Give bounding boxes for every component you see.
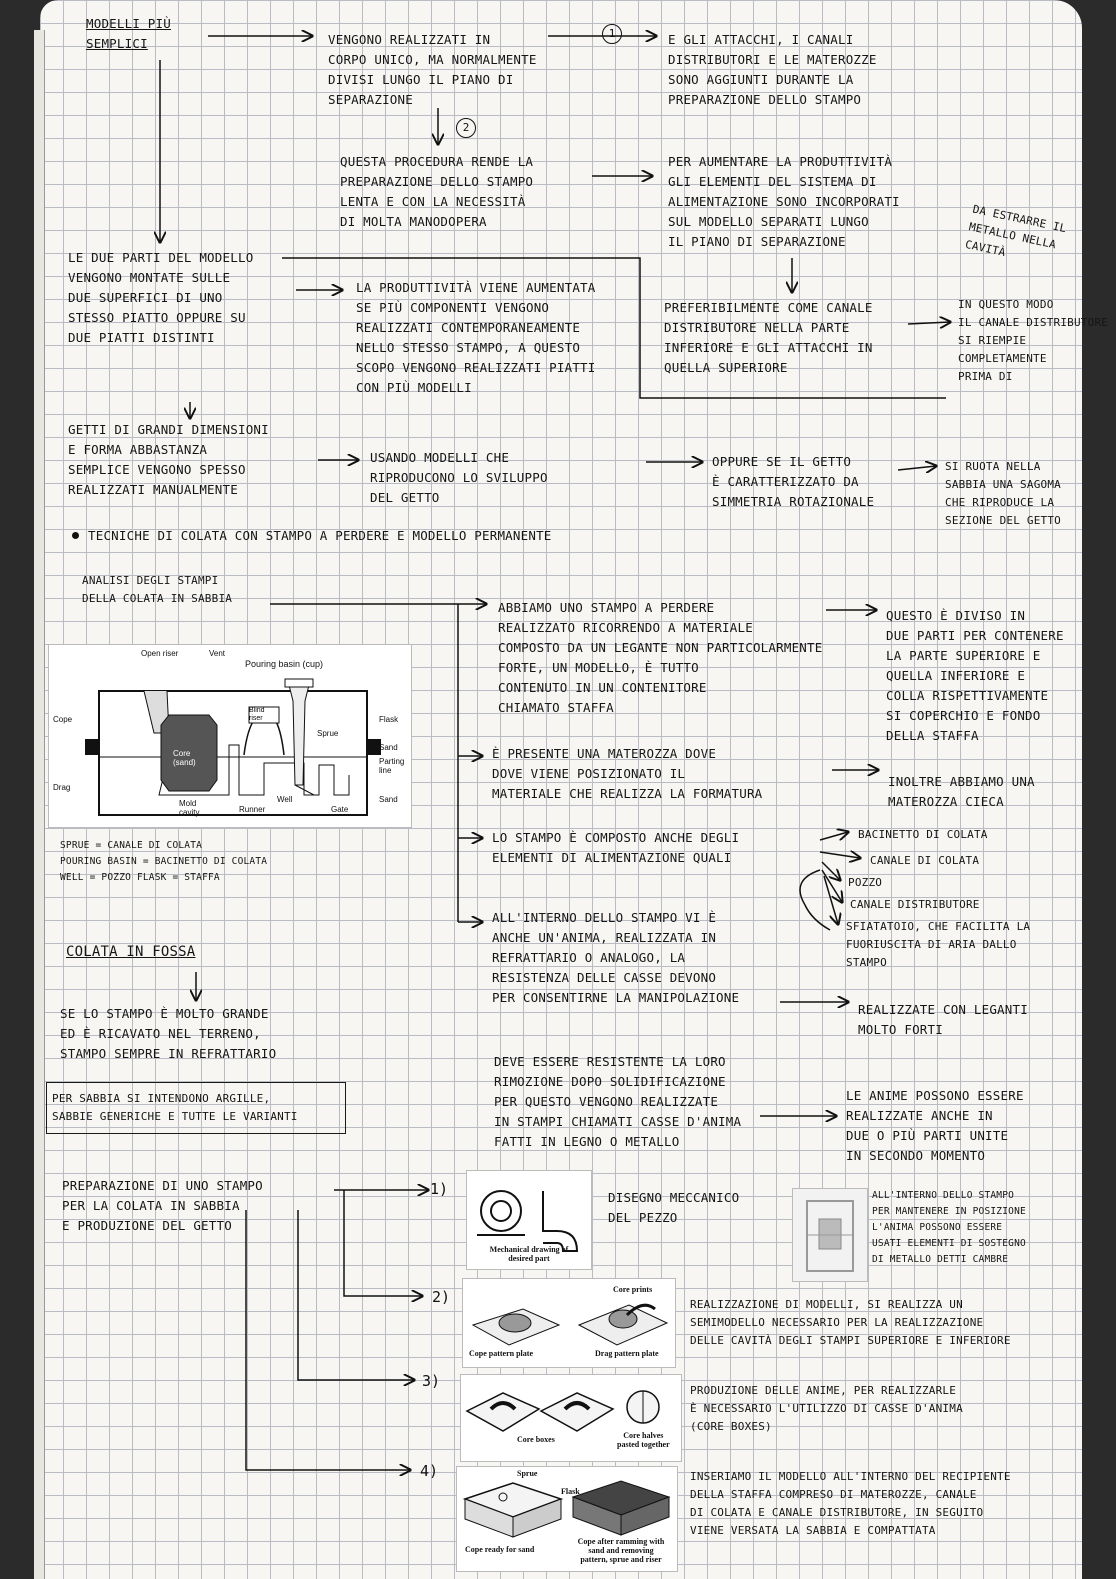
- note-legenda-termini: SPRUE = CANALE DI COLATA POURING BASIN = BACINETTO DI COLATA WELL = POZZO FLASK = STAFFA: [60, 840, 268, 883]
- label-parting-line: Parting line: [379, 757, 405, 775]
- label-runner: Runner: [239, 805, 266, 814]
- figure-mechanical-drawing: [466, 1170, 592, 1270]
- list-item: SFIATATOIO, CHE FACILITA LA FUORIUSCITA DI ARIA DALLO STAMPO: [846, 920, 1031, 969]
- caption-mechanical-drawing: Mechanical drawing of desired part: [489, 1245, 569, 1263]
- note-produzione-anime: PRODUZIONE DELLE ANIME, PER REALIZZARLE È NECESSARIO L'UTILIZZO DI CASSE D'ANIMA (CORE BOXES): [690, 1384, 963, 1433]
- list-item: CANALE DI COLATA: [870, 854, 980, 867]
- caption-core-halves: Core halves pasted together: [617, 1431, 670, 1449]
- circled-number: 1: [602, 24, 622, 44]
- note-anima: ALL'INTERNO DELLO STAMPO VI È ANCHE UN'ANIMA, REALIZZATA IN REFRATTARIO O ANALOGO, LA RESISTENZA DELLE CASSE DEVONO PER CONSENTIRNE LA MANIPOLAZIONE: [492, 910, 740, 1005]
- note-elementi-alimentazione: LO STAMPO È COMPOSTO ANCHE DEGLI ELEMENTI DI ALIMENTAZIONE QUALI: [492, 830, 740, 865]
- caption-core-prints: Core prints: [613, 1285, 653, 1294]
- note-casse-anima: DEVE ESSERE RESISTENTE LA LORO RIMOZIONE DOPO SOLIDIFICAZIONE PER QUESTO VENGONO REALIZZATE IN STAMPI CHIAMATI CASSE D'ANIMA FATTI IN LEGNO O METALLO: [494, 1054, 742, 1149]
- caption-flask: Flask: [561, 1487, 580, 1496]
- step-number: 2): [432, 1288, 451, 1306]
- note-corpo-unico: VENGONO REALIZZATI IN CORPO UNICO, MA NORMALMENTE DIVISI LUNGO IL PIANO DI SEPARAZIONE: [328, 32, 537, 107]
- label-cope: Cope: [53, 715, 73, 724]
- list-item: CANALE DISTRIBUTORE: [850, 898, 980, 911]
- label-mold-cavity: Mold cavity: [179, 799, 200, 817]
- figure-chaplets: [792, 1188, 868, 1282]
- label-sprue: Sprue: [317, 729, 339, 738]
- sand-mold-drawing: [49, 645, 411, 827]
- note-procedura-lenta: QUESTA PROCEDURA RENDE LA PREPARAZIONE DELLO STAMPO LENTA E CON LA NECESSITÀ DI MOLTA MANODOPERA: [340, 154, 534, 229]
- note-stampo-perdere: ABBIAMO UNO STAMPO A PERDERE REALIZZATO RICORRENDO A MATERIALE COMPOSTO DA UN LEGANTE NON PARTICOLARMENTE FORTE, UN MODELLO, È TUTTO CONTENUTO IN UN CONTENITORE CHIAMATO STAFFA: [498, 600, 823, 715]
- step-number: 4): [420, 1462, 439, 1480]
- note-produttivita-piatti: LA PRODUTTIVITÀ VIENE AUMENTATA SE PIÙ COMPONENTI VENGONO REALIZZATI CONTEMPORANEAMENTE NELLO STESSO STAMPO, A QUESTO SCOPO VENGONO REALIZZATI PIATTI CON PIÙ MODELLI: [356, 280, 596, 395]
- note-realizzazione-modelli: REALIZZAZIONE DI MODELLI, SI REALIZZA UN SEMIMODELLO NECESSARIO PER LA REALIZZAZIONE DELLE CAVITÀ DEGLI STAMPI SUPERIORE E INFERIORE: [690, 1298, 1011, 1347]
- figure-pattern-plates: [462, 1278, 676, 1368]
- label-gate: Gate: [331, 805, 349, 814]
- note-colata-fossa: COLATA IN FOSSA: [66, 944, 196, 960]
- note-leganti-forti: REALIZZATE CON LEGANTI MOLTO FORTI: [858, 1002, 1028, 1037]
- note-preparazione-stampo: PREPARAZIONE DI UNO STAMPO PER LA COLATA IN SABBIA E PRODUZIONE DEL GETTO: [62, 1178, 263, 1233]
- label-drag: Drag: [53, 783, 71, 792]
- list-item: POZZO: [848, 876, 883, 889]
- note-in-questo-modo: IN QUESTO MODO IL CANALE DISTRIBUTORE SI RIEMPIE COMPLETAMENTE PRIMA DI: [958, 298, 1109, 383]
- circled-number: 2: [456, 118, 476, 138]
- figure-cope-ramming: [456, 1466, 678, 1572]
- chaplets-illustration: [793, 1189, 867, 1281]
- label-sand-drag: Sand: [379, 795, 398, 804]
- note-due-parti-modello: LE DUE PARTI DEL MODELLO VENGONO MONTATE SULLE DUE SUPERFICI DI UNO STESSO PIATTO OPPURE SU DUE PIATTI DISTINTI: [68, 250, 254, 345]
- caption-cope-pattern-plate: Cope pattern plate: [469, 1349, 533, 1358]
- caption-sprue: Sprue: [517, 1469, 538, 1478]
- note-disegno-meccanico: DISEGNO MECCANICO DEL PEZZO: [608, 1190, 740, 1225]
- list-item: BACINETTO DI COLATA: [858, 828, 988, 841]
- note-anime-parti: LE ANIME POSSONO ESSERE REALIZZATE ANCHE IN DUE O PIÙ PARTI UNITE IN SECONDO MOMENTO: [846, 1088, 1024, 1163]
- note-getti-grandi: GETTI DI GRANDI DIMENSIONI E FORMA ABBASTANZA SEMPLICE VENGONO SPESSO REALIZZATI MANUALMENTE: [68, 422, 269, 497]
- label-pouring-basin: Pouring basin (cup): [245, 659, 324, 669]
- heading-bullet: [72, 532, 79, 539]
- figure-core-boxes: [460, 1374, 682, 1462]
- caption-drag-pattern-plate: Drag pattern plate: [595, 1349, 659, 1358]
- note-diviso-due-parti: QUESTO È DIVISO IN DUE PARTI PER CONTENERE LA PARTE SUPERIORE E QUELLA INFERIORE E COLLA RISPETTIVAMENTE SI COPERCHIO E FONDO DELLA STAFFA: [886, 608, 1064, 743]
- note-simmetria: OPPURE SE IL GETTO È CARATTERIZZATO DA SIMMETRIA ROTAZIONALE: [712, 454, 875, 509]
- label-vent: Vent: [209, 649, 226, 658]
- note-attacchi-canali: E GLI ATTACCHI, I CANALI DISTRIBUTORI E LE MATEROZZE SONO AGGIUNTI DURANTE LA PREPARAZIONE DELLO STAMPO: [668, 32, 877, 107]
- note-sabbia-definizione: PER SABBIA SI INTENDONO ARGILLE, SABBIE GENERICHE E TUTTE LE VARIANTI: [52, 1092, 298, 1123]
- note-estrarre-metallo: DA ESTRARRE IL METALLO NELLA CAVITÀ: [964, 202, 1068, 260]
- label-flask: Flask: [379, 715, 399, 724]
- note-stampo-grande: SE LO STAMPO È MOLTO GRANDE ED È RICAVATO NEL TERRENO, STAMPO SEMPRE IN REFRATTARIO: [60, 1006, 277, 1061]
- note-analisi-stampi: ANALISI DEGLI STAMPI DELLA COLATA IN SABBIA: [82, 574, 233, 605]
- sand-mold-diagram: [48, 644, 412, 828]
- note-canale-distributore: PREFERIBILMENTE COME CANALE DISTRIBUTORE NELLA PARTE INFERIORE E GLI ATTACCHI IN QUELLA SUPERIORE: [664, 300, 873, 375]
- note-cambre: ALL'INTERNO DELLO STAMPO PER MANTENERE IN POSIZIONE L'ANIMA POSSONO ESSERE USATI ELEMENTI DI SOSTEGNO DI METALLO DETTI CAMBRE: [872, 1190, 1026, 1265]
- note-materozza: È PRESENTE UNA MATEROZZA DOVE DOVE VIENE POSIZIONATO IL MATERIALE CHE REALIZZA LA FORMATURA: [492, 746, 763, 801]
- note-usando-modelli: USANDO MODELLI CHE RIPRODUCONO LO SVILUPPO DEL GETTO: [370, 450, 548, 505]
- label-sand: Sand: [379, 743, 398, 752]
- note-materozza-cieca: INOLTRE ABBIAMO UNA MATEROZZA CIECA: [888, 774, 1035, 809]
- note-aumentare-produttivita: PER AUMENTARE LA PRODUTTIVITÀ GLI ELEMENTI DEL SISTEMA DI ALIMENTAZIONE SONO INCORPORATI SUL MODELLO SEPARATI LUNGO IL PIANO DI SEPARAZIONE: [668, 154, 900, 249]
- caption-cope-ready: Cope ready for sand: [465, 1545, 535, 1554]
- step-number: 1): [430, 1180, 449, 1198]
- note-modelli-semplici: MODELLI PIÙ SEMPLICI: [86, 16, 171, 51]
- caption-cope-after-ramming: Cope after ramming with sand and removing pattern, sprue and riser: [577, 1537, 665, 1564]
- label-core: Core (sand): [173, 749, 196, 767]
- label-open-riser: Open riser: [141, 649, 179, 658]
- note-ruota-sagoma: SI RUOTA NELLA SABBIA UNA SAGOMA CHE RIPRODUCE LA SEZIONE DEL GETTO: [945, 460, 1061, 527]
- label-blind-riser: Blind riser: [249, 707, 265, 722]
- caption-core-boxes: Core boxes: [517, 1435, 555, 1444]
- note-inserimento-modello: INSERIAMO IL MODELLO ALL'INTERNO DEL RECIPIENTE DELLA STAFFA COMPRESO DI MATEROZZE, CANALE DI COLATA E CANALE DISTRIBUTORE, IN SEGUITO VIENE VERSATA LA SABBIA E COMPATTATA: [690, 1470, 1011, 1537]
- step-number: 3): [422, 1372, 441, 1390]
- section-heading: TECNICHE DI COLATA CON STAMPO A PERDERE E MODELLO PERMANENTE: [88, 528, 552, 543]
- label-well: Well: [277, 795, 293, 804]
